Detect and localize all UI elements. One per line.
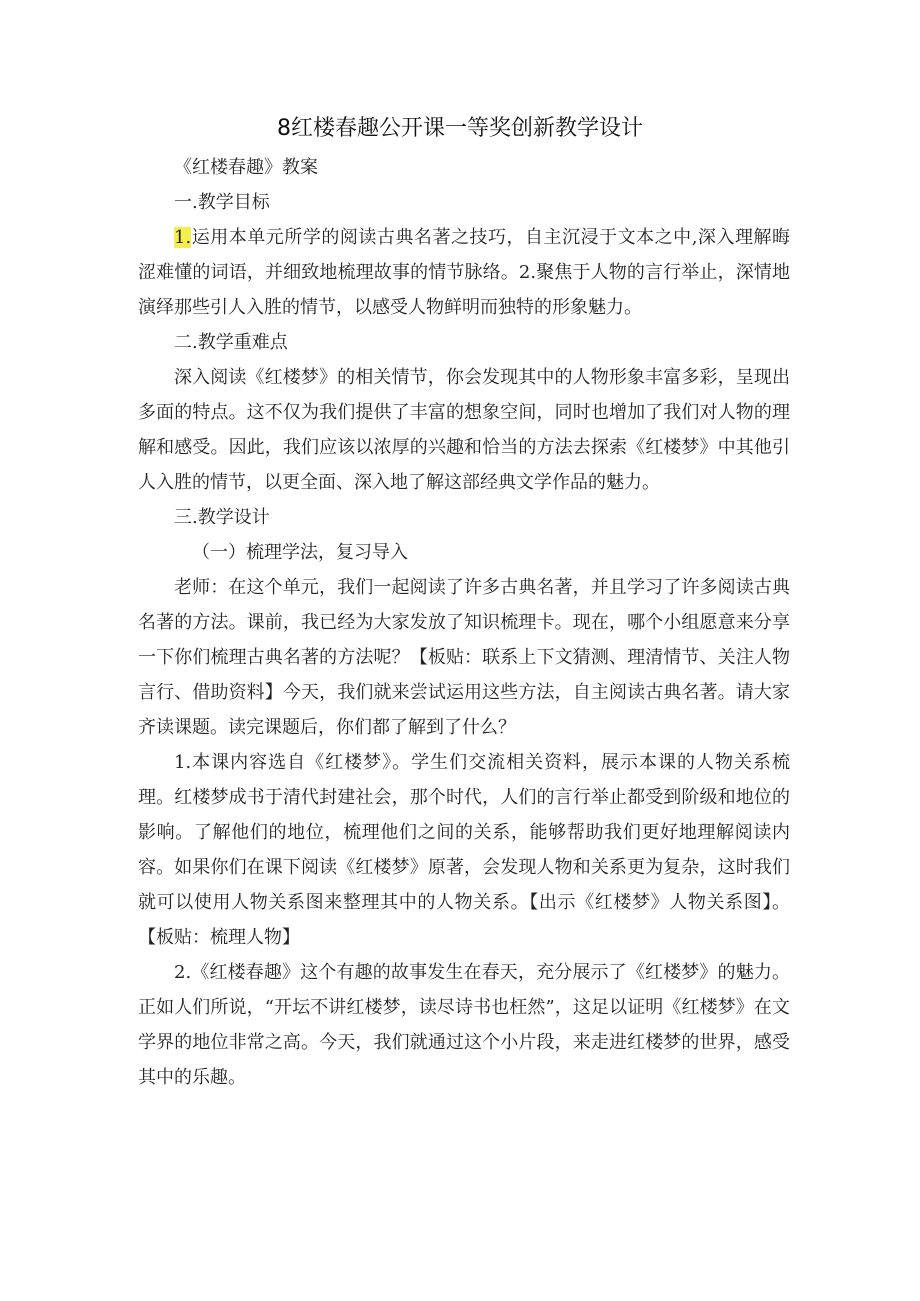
- objectives-text: 运用本单元所学的阅读古典名著之技巧，自主沉浸于文本之中,深入理解晦涩难懂的词语，并细致地梳理故事的情节脉络。2.聚焦于人物的言行举止，深情地演绎那些引人入胜的情节，以感受人物鲜明而独特的形象魅力。: [138, 227, 790, 318]
- lesson-plan-subtitle: 《红楼春趣》教案: [174, 157, 318, 178]
- teacher-paragraph: 老师：在这个单元，我们一起阅读了许多古典名著，并且学习了许多阅读古典名著的方法。课前，我已经为大家发放了知识梳理卡。现在，哪个小组愿意来分享一下你们梳理古典名著的方法呢？【板贴：联系上下文猜测、理清情节、关注人物言行、借助资料】今天，我们就来尝试运用这些方法，自主阅读古典名著。请大家齐读课题。读完课题后，你们都了解到了什么？: [138, 577, 790, 738]
- document-body: [138, 150, 790, 1095]
- highlighted-number: 1.: [174, 227, 192, 248]
- item-1-paragraph: 1.本课内容选自《红楼梦》。学生们交流相关资料，展示本课的人物关系梳理。红楼梦成书于清代封建社会，那个时代，人们的言行举止都受到阶级和地位的影响。了解他们的地位，梳理他们之间的关系，能够帮助我们更好地理解阅读内容。如果你们在课下阅读《红楼梦》原著，会发现人物和关系更为复杂，这时我们就可以使用人物关系图来整理其中的人物关系。【出示《红楼梦》人物关系图】。【板贴：梳理人物】: [138, 752, 790, 948]
- document-title: 8红楼春趣公开课一等奖创新教学设计: [277, 116, 643, 141]
- objectives-paragraph: [138, 220, 790, 325]
- section-heading-design: 三.教学设计: [174, 507, 270, 528]
- subsection-heading-review: （一）梳理学法，复习导入: [192, 542, 408, 563]
- section-heading-objectives: 一.教学目标: [174, 192, 270, 213]
- section-heading-key-points: 二.教学重难点: [174, 332, 288, 353]
- key-points-paragraph: 深入阅读《红楼梦》的相关情节，你会发现其中的人物形象丰富多彩，呈现出多面的特点。这不仅为我们提供了丰富的想象空间，同时也增加了我们对人物的理解和感受。因此，我们应该以浓厚的兴趣和恰当的方法去探索《红楼梦》中其他引人入胜的情节，以更全面、深入地了解这部经典文学作品的魅力。: [138, 367, 790, 493]
- item-2-paragraph: 2.《红楼春趣》这个有趣的故事发生在春天，充分展示了《红楼梦》的魅力。正如人们所说，“开坛不讲红楼梦，读尽诗书也枉然”，这足以证明《红楼梦》在文学界的地位非常之高。今天，我们就通过这个小片段，来走进红楼梦的世界，感受其中的乐趣。: [138, 962, 790, 1088]
